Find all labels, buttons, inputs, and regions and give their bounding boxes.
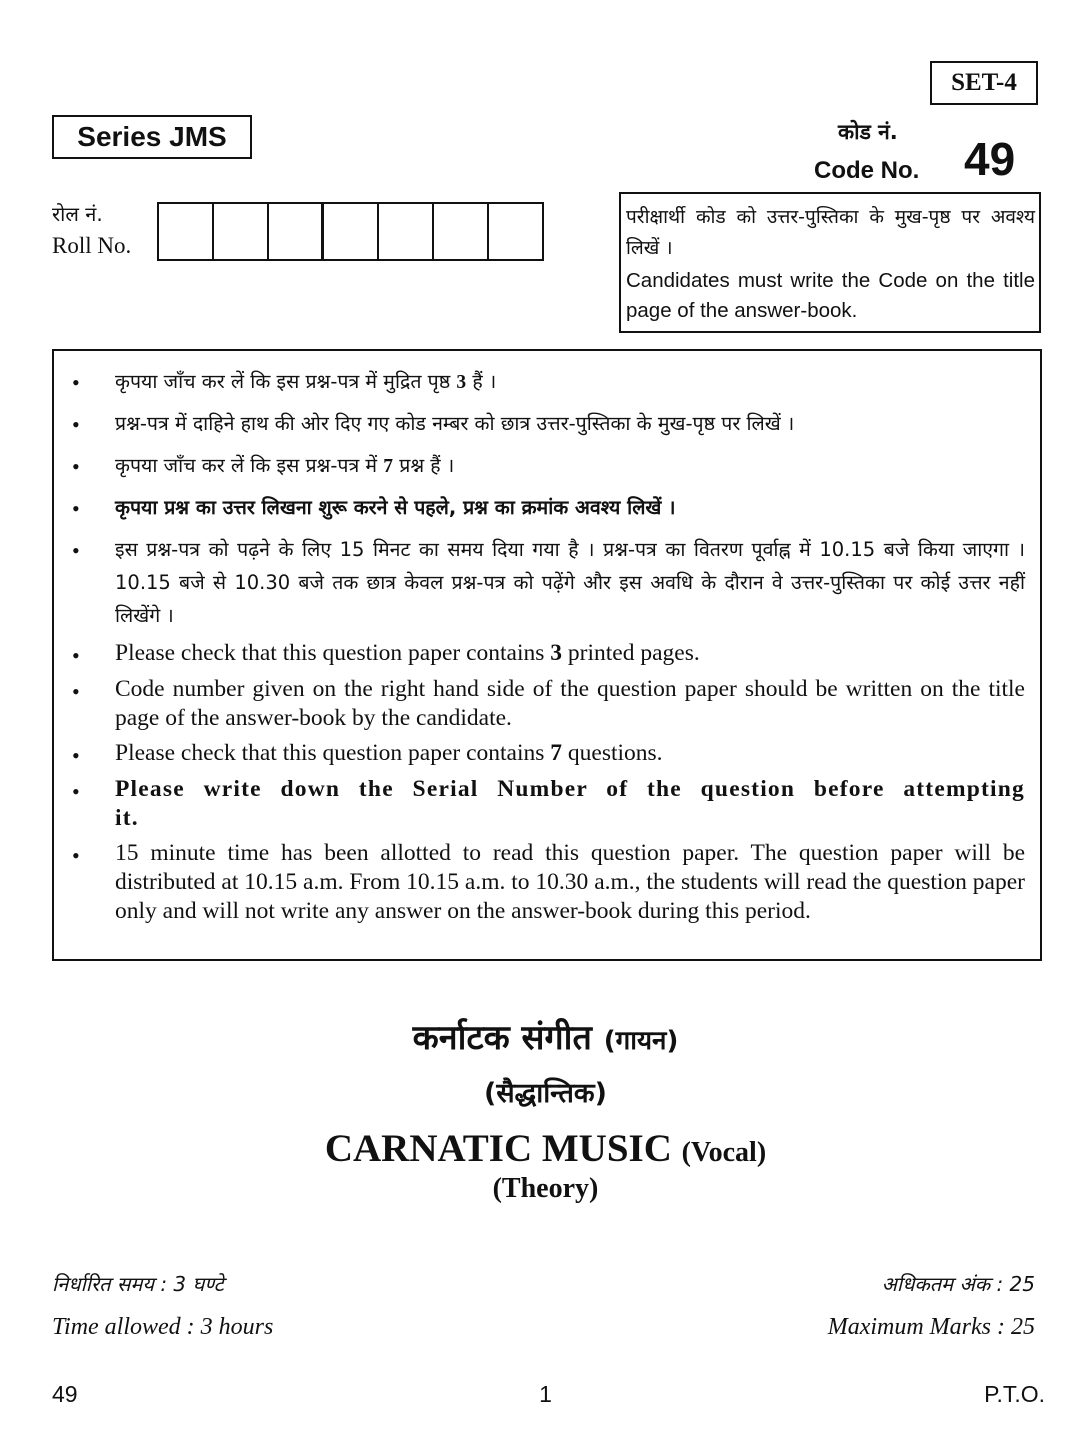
instruction-hi-5: इस प्रश्न-पत्र को पढ़ने के लिए 15 मिनट का समय दिया गया है । प्रश्न-पत्र का वितरण पूर्वाह्न में 10.15 बजे किया जाएगा । 10.15 बजे से 10.30 बजे तक छात्र केवल प्रश्न-पत्र को पढ़ेंगे और इस अवधि के दौरान वे उत्तर-पुस्तिका पर कोई उत्तर नहीं लिखेंगे । [115,538,1025,627]
roll-cell[interactable] [269,204,324,259]
roll-cell[interactable] [214,204,269,259]
roll-cell[interactable] [379,204,434,259]
instruction-hi-3: कृपया जाँच कर लें कि इस प्रश्न-पत्र में 7 प्रश्न हैं । [115,454,455,477]
code-label-hindi: कोड नं. [838,120,898,144]
code-number: 49 [964,133,1016,185]
instruction-en-2: Code number given on the right hand side of the question paper should be written on the title page of the answer-book by the candidate. [115,676,1025,731]
subject-subtitle-hindi: (सैद्धान्तिक) [484,1078,607,1109]
instruction-en-5: 15 minute time has been allotted to read this question paper. The question paper will be distributed at 10.15 a.m. From 10.15 a.m. to 10.30 a.m., the students will read the question paper only and will not write any answer on the answer-book during this period. [115,840,1025,924]
bullet: • [72,454,80,479]
bullet: • [72,538,80,563]
instruction-hi-1: कृपया जाँच कर लें कि इस प्रश्न-पत्र में मुद्रित पृष्ठ 3 हैं । [115,370,497,393]
time-allowed-hindi: निर्धारित समय : 3 घण्टे [52,1272,224,1296]
bullet: • [72,743,80,768]
bullet: • [72,679,80,704]
series-label: Series JMS [52,115,252,159]
bullet: • [72,412,80,437]
candidate-note-hindi: परीक्षार्थी कोड को उत्तर-पुस्तिका के मुख-पृष्ठ पर अवश्य लिखें । [626,206,1035,259]
candidate-note: Candidates must write the Code on the title page of the answer-book. [626,269,1035,322]
pto-label: P.T.O. [984,1381,1045,1407]
code-label: Code No. [814,157,920,184]
roll-cell[interactable] [434,204,489,259]
bullet: • [72,779,80,804]
subject-subtitle: (Theory) [492,1173,599,1204]
instruction-hi-4: कृपया प्रश्न का उत्तर लिखना शुरू करने से पहले, प्रश्न का क्रमांक अवश्य लिखें । [115,496,676,519]
subject-title: CARNATIC MUSIC (Vocal) [324,1127,767,1170]
footer-code: 49 [52,1381,78,1407]
roll-cell[interactable] [489,204,544,259]
subject-title-hindi: कर्नाटक संगीत (गायन) [412,1018,679,1058]
instruction-en-1: Please check that this question paper contains 3 printed pages. [115,640,700,666]
bullet: • [72,843,80,868]
instruction-en-4: Please write down the Serial Number of the question before attempting it. [115,776,1025,831]
roll-label-hindi: रोल नं. [52,202,103,226]
instruction-en-3: Please check that this question paper contains 7 questions. [115,740,663,766]
bullet: • [72,496,80,521]
candidate-note-box [619,192,1041,333]
instructions-box [52,349,1042,961]
bullet: • [72,643,80,668]
roll-label: Roll No. [52,233,132,258]
set-label: SET-4 [930,61,1038,105]
roll-cell[interactable] [159,204,214,259]
roll-number-grid[interactable] [157,202,544,261]
page-number: 1 [539,1381,552,1407]
instruction-hi-2: प्रश्न-पत्र में दाहिने हाथ की ओर दिए गए कोड नम्बर को छात्र उत्तर-पुस्तिका के मुख-पृष्ठ पर लिखें । [115,412,795,435]
roll-cell[interactable] [324,204,379,259]
maximum-marks-hindi: अधिकतम अंक : 25 [881,1272,1035,1296]
time-allowed: Time allowed : 3 hours [52,1314,274,1340]
maximum-marks: Maximum Marks : 25 [827,1314,1035,1340]
bullet: • [72,370,80,395]
